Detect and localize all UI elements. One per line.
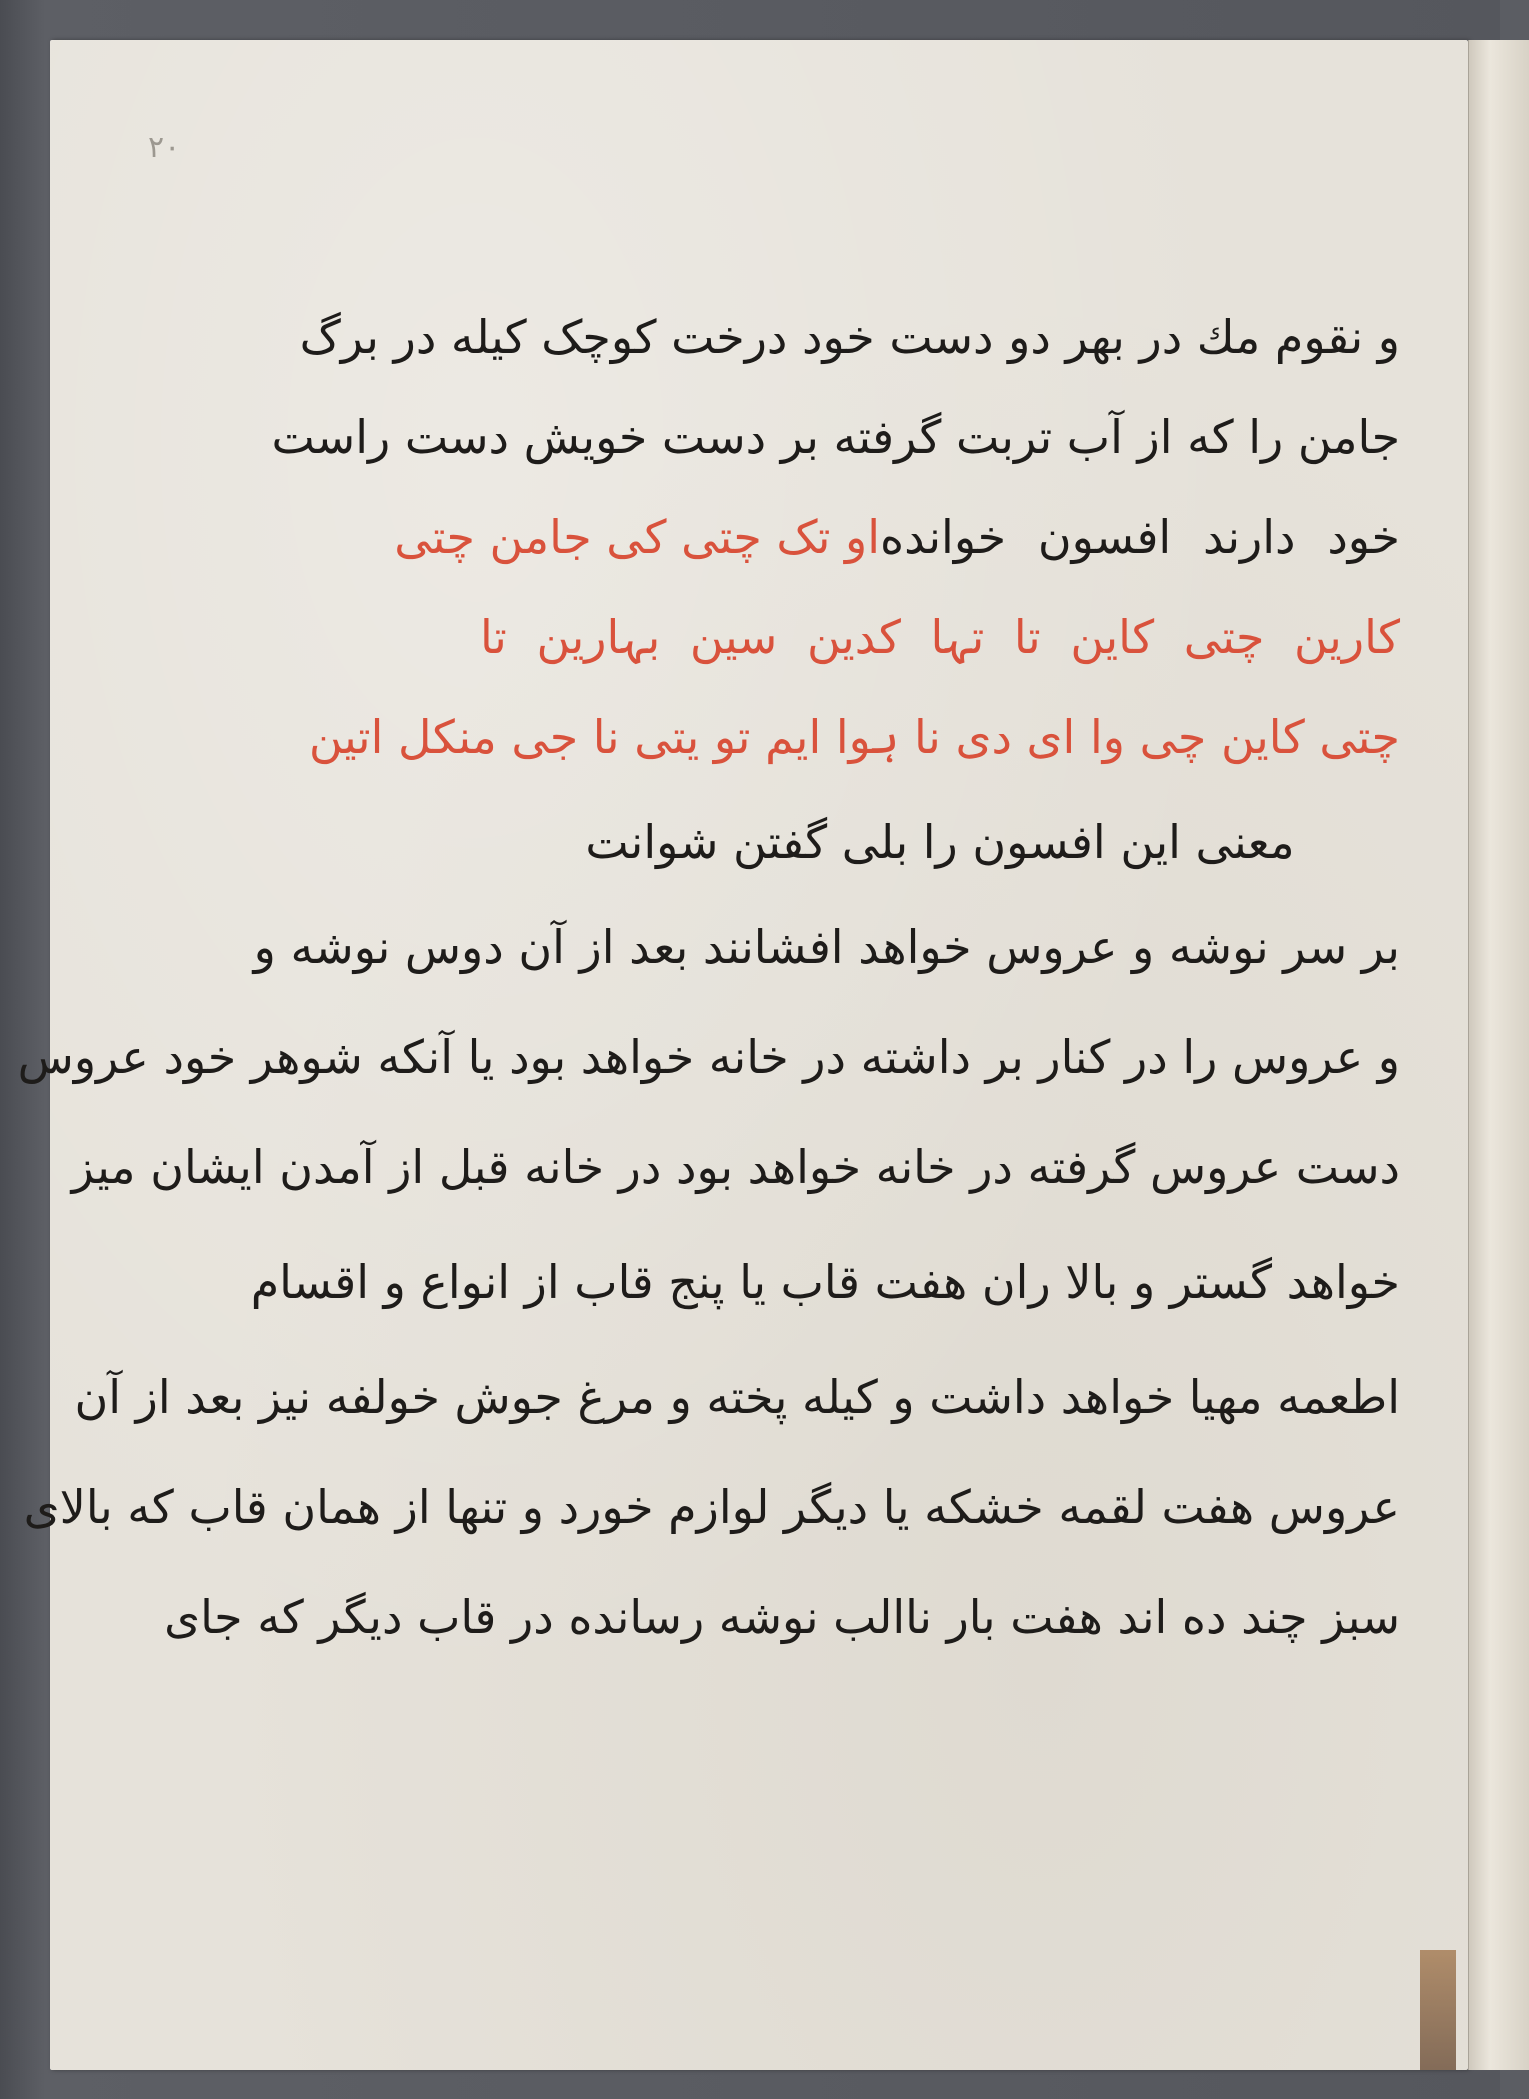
- text-line: خود دارند افسون خوانده: [880, 510, 1400, 564]
- text-line: و نقوم مك در بهر دو دست خود درخت کوچک کیله در برگ: [299, 310, 1400, 364]
- text-line: دست عروس گرفته در خانه خواهد بود در خانه قبل از آمدن ایشان میز: [71, 1140, 1400, 1194]
- text-line: جامن را که از آب تربت گرفته بر دست خویش دست راست: [271, 410, 1400, 464]
- text-line: و عروس را در کنار بر داشته در خانه خواهد بود یا آنکه شوهر خود عروس: [17, 1030, 1400, 1084]
- text-line: خواهد گستر و بالا ران هفت قاب یا پنج قاب از انواع و اقسام: [250, 1255, 1400, 1309]
- red-text-line: او تک چتی کی جامن چتی: [394, 510, 880, 564]
- text-line: بر سر نوشه و عروس خواهد افشانند بعد از آن دوس نوشه و: [253, 920, 1400, 974]
- text-block: [17, 305, 1400, 1945]
- red-text-line: چتی کاین چی وا ای دی نا ہوا ایم تو یتی نا جی منکل اتین: [308, 710, 1400, 764]
- text-line: عروس هفت لقمه خشکه یا دیگر لوازم خورد و تنها از همان قاب که بالای: [23, 1480, 1400, 1534]
- red-text-line: کارین چتی کاین تا تہا کدین سین بہارین تا: [480, 610, 1400, 664]
- folio-number: ٢٠: [148, 130, 181, 165]
- text-line: سبز چند ده اند هفت بار ناالب نوشه رسانده در قاب دیگر که جای: [164, 1590, 1400, 1644]
- book-gutter: [1468, 40, 1529, 2070]
- manuscript-page: [17, 40, 1468, 2070]
- text-line: معنی این افسون را بلی گفتن شوانت: [585, 815, 1295, 869]
- page-edge-tab: [1420, 1950, 1456, 2070]
- text-line: اطعمه مهیا خواهد داشت و کیله پخته و مرغ جوش خولفه نیز بعد از آن: [74, 1370, 1400, 1424]
